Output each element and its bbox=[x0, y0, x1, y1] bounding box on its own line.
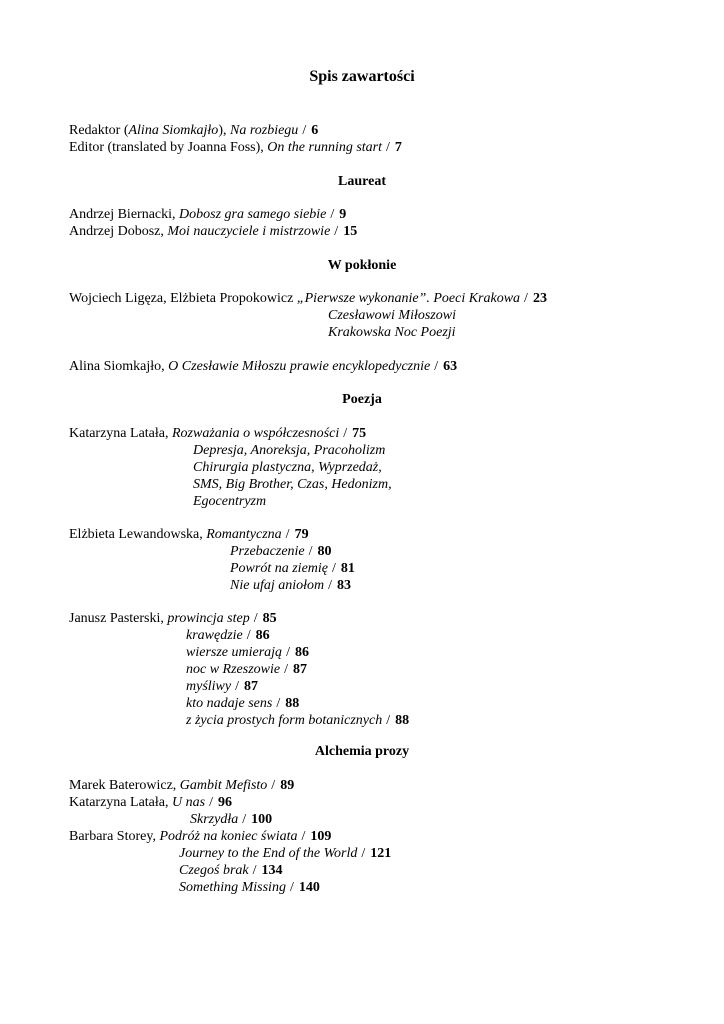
entry-page: 88 bbox=[285, 696, 300, 711]
toc-entry bbox=[69, 777, 294, 794]
page-separator: / bbox=[328, 578, 333, 593]
page-separator: / bbox=[252, 863, 257, 878]
page-separator: / bbox=[308, 544, 313, 559]
toc-subentry bbox=[230, 543, 332, 560]
toc-subentry bbox=[186, 661, 307, 678]
entry-title: Gambit Mefisto bbox=[179, 778, 268, 793]
entry-title: Przebaczenie bbox=[230, 544, 305, 559]
page-separator: / bbox=[285, 527, 290, 542]
entry-author: Katarzyna Latała, bbox=[69, 795, 172, 810]
section-heading-laureat: Laureat bbox=[338, 174, 386, 189]
section-heading-poezja: Poezja bbox=[342, 392, 382, 407]
page-separator: / bbox=[386, 140, 390, 155]
entry-title: Skrzydła bbox=[190, 812, 239, 827]
entry-title: Egocentryzm bbox=[193, 494, 267, 509]
entry-page: 109 bbox=[310, 829, 332, 844]
entry-author: Editor (translated by Joanna Foss), bbox=[69, 140, 268, 155]
entry-page: 121 bbox=[370, 846, 392, 861]
entry-page: 63 bbox=[443, 359, 458, 374]
toc-subentry bbox=[193, 459, 382, 476]
toc-entry bbox=[69, 206, 346, 223]
page-separator: / bbox=[330, 207, 335, 222]
entry-author: Redaktor ( bbox=[69, 123, 129, 138]
entry-title: Rozważania o współczesności bbox=[172, 426, 340, 441]
toc-entry-editor-pl bbox=[69, 122, 318, 139]
toc-subentry bbox=[186, 627, 270, 644]
entry-title: Depresja, Anoreksja, Pracoholizm bbox=[193, 443, 386, 458]
entry-author: Katarzyna Latała, bbox=[69, 426, 172, 441]
toc-subentry bbox=[230, 577, 351, 594]
entry-title: Krakowska Noc Poezji bbox=[328, 325, 456, 340]
entry-title: Dobosz gra samego siebie bbox=[179, 207, 327, 222]
toc-entry bbox=[69, 794, 232, 811]
page-separator: / bbox=[286, 645, 290, 660]
toc-entry bbox=[69, 358, 457, 375]
entry-page: 86 bbox=[294, 645, 309, 660]
toc-subentry bbox=[328, 307, 456, 324]
page-title: Spis zawartości bbox=[309, 68, 415, 85]
toc-subentry bbox=[186, 678, 258, 695]
entry-page: 83 bbox=[337, 578, 352, 593]
page-separator: / bbox=[253, 611, 258, 626]
entry-title: Nie ufaj aniołom bbox=[230, 578, 325, 593]
toc-subentry bbox=[193, 493, 266, 510]
entry-page: 88 bbox=[395, 713, 410, 728]
page-separator: / bbox=[242, 812, 247, 827]
page-separator: / bbox=[524, 291, 528, 306]
toc-subentry bbox=[193, 442, 385, 459]
entry-title: z życia prostych form botanicznych bbox=[186, 713, 383, 728]
entry-page: 15 bbox=[343, 224, 358, 239]
entry-author: Marek Baterowicz, bbox=[69, 778, 180, 793]
entry-page: 87 bbox=[293, 662, 307, 677]
entry-title: Chirurgia plastyczna, Wyprzedaż, bbox=[193, 460, 382, 475]
entry-page: 89 bbox=[280, 778, 295, 793]
page-separator: / bbox=[343, 426, 348, 441]
entry-author: Alina Siomkajło, bbox=[69, 359, 169, 374]
toc-subentry bbox=[190, 811, 272, 828]
page-separator: / bbox=[276, 696, 281, 711]
entry-title: Czegoś brak bbox=[179, 863, 249, 878]
page-separator: / bbox=[246, 628, 251, 643]
entry-title: „Pierwsze wykonanie”. Poeci Krakowa bbox=[296, 291, 521, 306]
entry-title: On the running start bbox=[267, 140, 383, 155]
entry-title: Na rozbiegu bbox=[229, 123, 299, 138]
entry-page: 134 bbox=[261, 863, 283, 878]
toc-entry bbox=[69, 526, 309, 543]
entry-page: 6 bbox=[311, 123, 319, 138]
entry-title: Something Missing bbox=[179, 880, 286, 895]
entry-author-tail: ), bbox=[218, 123, 230, 138]
entry-title: SMS, Big Brother, Czas, Hedonizm, bbox=[193, 477, 392, 492]
entry-title: U nas bbox=[172, 795, 206, 810]
page-separator: / bbox=[289, 880, 294, 895]
page-separator: / bbox=[386, 713, 391, 728]
page-separator: / bbox=[284, 662, 288, 677]
toc-subentry bbox=[328, 324, 456, 341]
entry-title: Podróż na koniec świata bbox=[159, 829, 298, 844]
entry-title: myśliwy bbox=[186, 679, 232, 694]
entry-title: wiersze umierają bbox=[186, 645, 283, 660]
entry-page: 7 bbox=[394, 140, 402, 155]
toc-entry bbox=[69, 610, 277, 627]
entry-page: 96 bbox=[217, 795, 232, 810]
toc-subentry bbox=[179, 845, 391, 862]
entry-page: 9 bbox=[339, 207, 347, 222]
toc-subentry bbox=[186, 712, 409, 729]
entry-page: 81 bbox=[340, 561, 355, 576]
entry-title: O Czesławie Miłoszu prawie encyklopedycznie bbox=[168, 359, 431, 374]
entry-title: Journey to the End of the World bbox=[179, 846, 358, 861]
entry-page: 23 bbox=[532, 291, 547, 306]
entry-page: 140 bbox=[298, 880, 320, 895]
entry-page: 80 bbox=[317, 544, 332, 559]
toc-subentry bbox=[193, 476, 392, 493]
entry-title: prowincja step bbox=[167, 611, 250, 626]
entry-author: Andrzej Biernacki, bbox=[69, 207, 180, 222]
entry-author: Wojciech Ligęza, Elżbieta Propokowicz bbox=[69, 291, 297, 306]
toc-entry bbox=[69, 425, 366, 442]
toc-subentry bbox=[179, 879, 320, 896]
toc-subentry bbox=[186, 695, 299, 712]
toc-entry bbox=[69, 290, 547, 307]
page-separator: / bbox=[209, 795, 213, 810]
entry-author: Janusz Pasterski, bbox=[69, 611, 168, 626]
entry-author: Elżbieta Lewandowska, bbox=[69, 527, 207, 542]
toc-entry bbox=[69, 828, 331, 845]
page-separator: / bbox=[334, 224, 339, 239]
page-separator: / bbox=[302, 123, 307, 138]
entry-page: 85 bbox=[262, 611, 277, 626]
entry-title: Czesławowi Miłoszowi bbox=[328, 308, 456, 323]
entry-page: 86 bbox=[255, 628, 270, 643]
entry-page: 100 bbox=[251, 812, 273, 827]
entry-page: 75 bbox=[352, 426, 367, 441]
entry-page: 79 bbox=[294, 527, 309, 542]
section-heading-w-poklonie: W pokłonie bbox=[327, 258, 397, 273]
entry-title: Romantyczna bbox=[206, 527, 282, 542]
section-heading-alchemia-prozy: Alchemia prozy bbox=[314, 744, 410, 759]
page-separator: / bbox=[361, 846, 366, 861]
entry-author: Barbara Storey, bbox=[69, 829, 160, 844]
toc-subentry bbox=[179, 862, 283, 879]
page-separator: / bbox=[332, 561, 336, 576]
entry-title: kto nadaje sens bbox=[186, 696, 273, 711]
entry-author-name: Alina Siomkajło bbox=[128, 123, 219, 138]
entry-page: 87 bbox=[244, 679, 258, 694]
entry-title: Powrót na ziemię bbox=[230, 561, 328, 576]
page-separator: / bbox=[271, 778, 276, 793]
entry-title: krawędzie bbox=[186, 628, 243, 643]
toc-entry bbox=[69, 223, 357, 240]
entry-title: noc w Rzeszowie bbox=[186, 662, 281, 677]
page-separator: / bbox=[434, 359, 439, 374]
page-separator: / bbox=[235, 679, 239, 694]
toc-subentry bbox=[230, 560, 355, 577]
toc-entry-editor-en bbox=[69, 139, 402, 156]
page-separator: / bbox=[301, 829, 306, 844]
toc-subentry bbox=[186, 644, 309, 661]
entry-author: Andrzej Dobosz, bbox=[69, 224, 168, 239]
entry-title: Moi nauczyciele i mistrzowie bbox=[167, 224, 331, 239]
